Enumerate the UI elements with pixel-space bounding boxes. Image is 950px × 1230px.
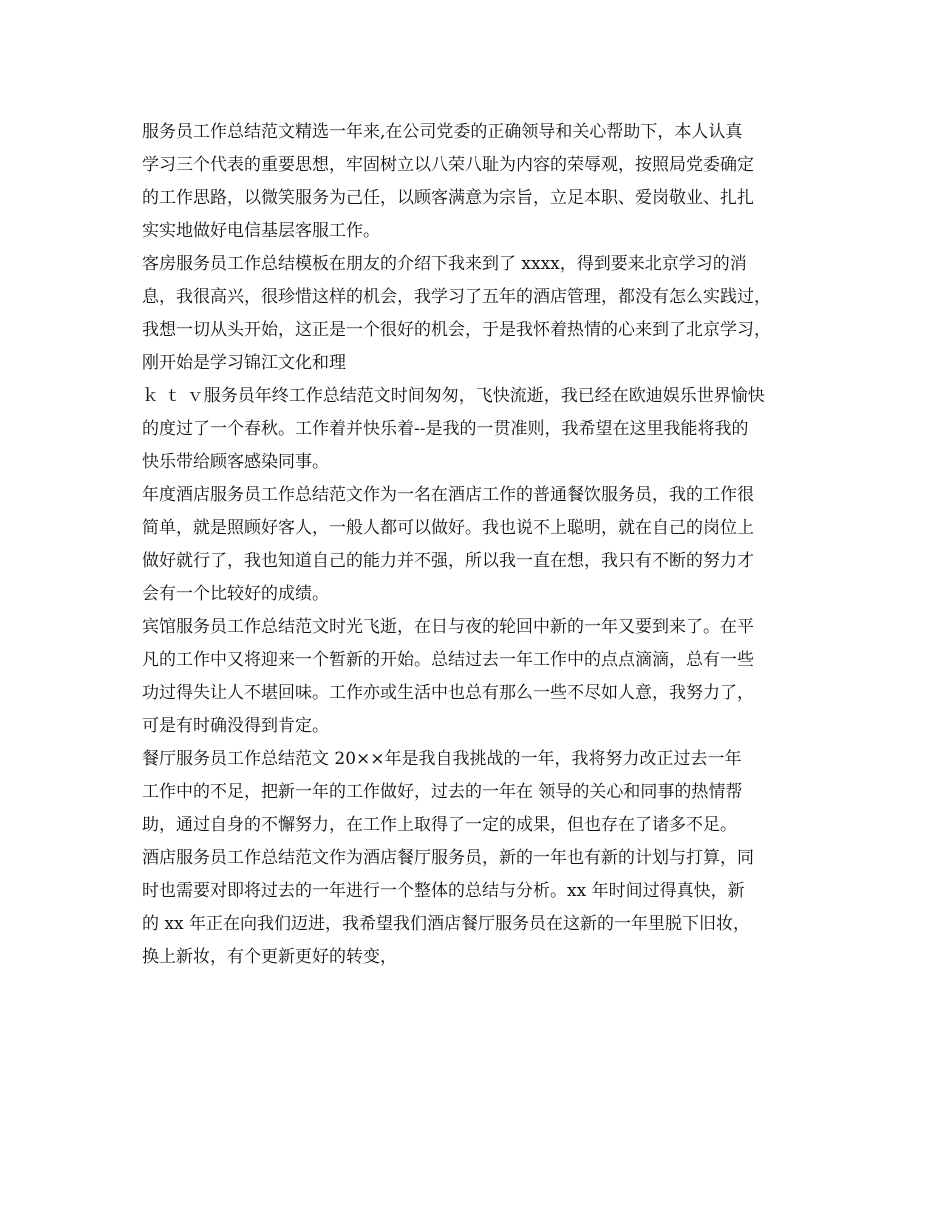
text-line: 的 xx 年正在向我们迈进，我希望我们酒店餐厅服务员在这新的一年里脱下旧妆， xyxy=(142,914,750,934)
text-line: 服务员工作总结范文精选一年来,在公司党委的正确领导和关心帮助下，本人认真 xyxy=(142,122,743,142)
text-line: 的度过了一个春秋。工作着并快乐着--是我的一贯准则，我希望在这里我能将我的 xyxy=(142,419,749,439)
text-line: 刚开始是学习锦江文化和理 xyxy=(142,353,346,373)
paragraph-6 xyxy=(142,743,832,842)
paragraph-7 xyxy=(142,842,832,974)
text-line: 年度酒店服务员工作总结范文作为一名在酒店工作的普通餐饮服务员，我的工作很 xyxy=(142,485,754,505)
text-line: 做好就行了，我也知道自己的能力并不强，所以我一直在想，我只有不断的努力才 xyxy=(142,551,754,571)
text-line: 息，我很高兴，很珍惜这样的机会，我学习了五年的酒店管理，都没有怎么实践过， xyxy=(142,287,771,307)
text-line: 功过得失让人不堪回味。工作亦或生活中也总有那么一些不尽如人意，我努力了， xyxy=(142,683,754,703)
text-line: 助，通过自身的不懈努力，在工作上取得了一定的成果，但也存在了诸多不足。 xyxy=(142,815,737,835)
text-line: 的工作思路，以微笑服务为己任，以顾客满意为宗旨，立足本职、爱岗敬业、扎扎 xyxy=(142,188,754,208)
text-line: 实实地做好电信基层客服工作。 xyxy=(142,221,380,241)
text-line: 凡的工作中又将迎来一个暂新的开始。总结过去一年工作中的点点滴滴，总有一些 xyxy=(142,650,754,670)
text-line: ｋ ｔ ｖ服务员年终工作总结范文时间匆匆，飞快流逝，我已经在欧迪娱乐世界愉快 xyxy=(142,386,765,406)
text-line: 酒店服务员工作总结范文作为酒店餐厅服务员，新的一年也有新的计划与打算，同 xyxy=(142,848,754,868)
paragraph-5 xyxy=(142,611,832,743)
text-line: 会有一个比较好的成绩。 xyxy=(142,584,329,604)
text-line: 工作中的不足，把新一年的工作做好，过去的一年在 领导的关心和同事的热情帮 xyxy=(142,782,743,802)
text-line: 学习三个代表的重要思想，牢固树立以八荣八耻为内容的荣辱观，按照局党委确定 xyxy=(142,155,754,175)
text-line: 时也需要对即将过去的一年进行一个整体的总结与分析。xx 年时间过得真快，新 xyxy=(142,881,745,901)
text-line: 客房服务员工作总结模板在朋友的介绍下我来到了 xxxx，得到要来北京学习的消 xyxy=(142,254,747,274)
paragraph-4 xyxy=(142,479,832,611)
text-line: 我想一切从头开始，这正是一个很好的机会，于是我怀着热情的心来到了北京学习， xyxy=(142,320,771,340)
text-line: 简单，就是照顾好客人，一般人都可以做好。我也说不上聪明，就在自己的岗位上 xyxy=(142,518,754,538)
paragraph-1 xyxy=(142,116,832,248)
text-line: 换上新妆，有个更新更好的转变， xyxy=(142,947,397,967)
text-line: 餐厅服务员工作总结范文 20××年是我自我挑战的一年，我将努力改正过去一年 xyxy=(142,749,742,769)
text-line: 宾馆服务员工作总结范文时光飞逝，在日与夜的轮回中新的一年又要到来了。在平 xyxy=(142,617,754,637)
text-line: 可是有时确没得到肯定。 xyxy=(142,716,329,736)
paragraph-2 xyxy=(142,248,832,380)
paragraph-3 xyxy=(142,380,832,479)
text-line: 快乐带给顾客感染同事。 xyxy=(142,452,329,472)
document-body xyxy=(142,116,832,974)
